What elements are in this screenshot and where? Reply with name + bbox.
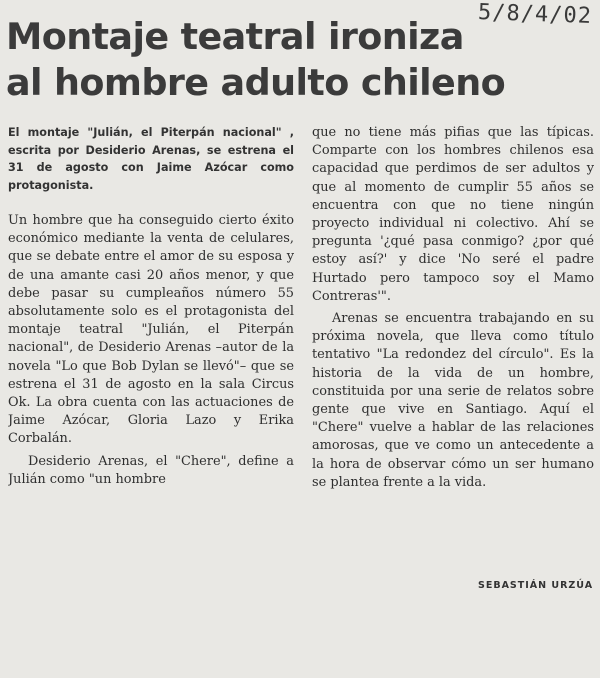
right-column-body — [312, 124, 594, 596]
body-paragraph-1: Un hombre que ha conseguido cierto éxito económico mediante la venta de celulares, que se debate entre el amor de su esposa y de una amante casi 20 años menor, y que debe pasar su cumpleaños número 55 absolutamente solo es el protagonista del montaje teatral "Julián, el Piterpán nacional", de Desiderio Arenas –autor de la novela "Lo que Bob Dylan se llevó"– que se estrena el 31 de agosto en la sala Circus Ok. La obra cuenta con las actuaciones de Jaime Azócar, Gloria Lazo y Erika Corbalán. — [8, 213, 294, 447]
headline — [6, 14, 596, 106]
headline-line-1: Montaje teatral ironiza — [6, 15, 464, 58]
right-column — [312, 124, 594, 596]
body-paragraph-4: Arenas se encuentra trabajando en su próxima novela, que lleva como título tentativo "La redondez del círculo". Es la historia de la vida de un hombre, constituida por una serie de relatos sobre gente que vive en Santiago. Aquí el "Chere" vuelve a hablar de las relaciones amorosas, que ve como un antecedente a la hora de observar cómo un ser humano se plantea frente a la vida. — [312, 311, 594, 490]
lead-paragraph: El montaje "Julián, el Piterpán nacional" , escrita por Desiderio Arenas, se estrena el 31 de agosto con Jaime Azócar como protagonista. — [8, 126, 294, 192]
body-paragraph-3: que no tiene más pifias que las típicas. Comparte con los hombres chilenos esa capacidad que perdimos de ser adultos y que al momento de cumplir 55 años se encuentra con que no tiene ningún proyecto individual ni colectivo. Ahí se pregunta '¿qué pasa conmigo? ¿por qué estoy así?' y dice 'No seré el padre Hurtado pero tampoco soy el Mamo Contreras'". — [312, 125, 594, 304]
body-paragraph-2: Desiderio Arenas, el "Chere", define a Julián como "un hombre — [8, 453, 294, 487]
handwritten-date: 5/8/4/02 — [477, 0, 593, 29]
headline-line-2: al hombre adulto chileno — [6, 61, 506, 104]
left-column-body — [8, 212, 294, 678]
left-column — [8, 124, 294, 678]
byline: SEBASTIÁN URZÚA — [474, 580, 593, 591]
